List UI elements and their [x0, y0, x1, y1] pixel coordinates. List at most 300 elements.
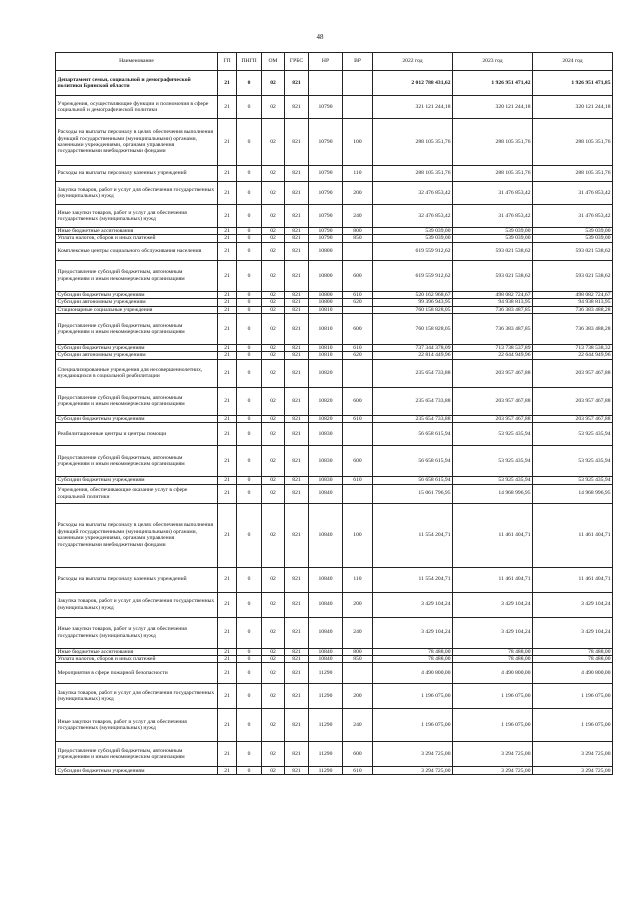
table-row [56, 477, 613, 484]
table-row [56, 423, 613, 446]
table-row [56, 242, 613, 260]
cell-pngp: 0 [237, 119, 262, 166]
cell-y2023: 94 938 813,95 [453, 299, 533, 306]
cell-y2022: 3 294 725,00 [373, 767, 453, 775]
cell-grbs: 821 [285, 299, 309, 306]
cell-y2024: 53 925 435,94 [533, 423, 613, 446]
cell-y2022: 3 294 725,00 [373, 742, 453, 767]
cell-y2024: 53 925 435,94 [533, 446, 613, 477]
cell-gp: 21 [218, 446, 237, 477]
cell-nr: 10830 [309, 446, 343, 477]
cell-y2023: 1 196 075,00 [453, 684, 533, 709]
cell-grbs: 821 [285, 503, 309, 567]
cell-nr: 10800 [309, 242, 343, 260]
cell-y2022: 288 105 351,76 [373, 166, 453, 182]
table-row [56, 96, 613, 119]
cell-om: 02 [262, 352, 285, 359]
cell-om: 02 [262, 242, 285, 260]
budget-table [55, 52, 613, 775]
cell-om: 02 [262, 567, 285, 592]
cell-name: Предоставление субсидий бюджетным, автономным учреждениям и иным некоммерческим организациям [56, 446, 218, 477]
cell-grbs: 821 [285, 617, 309, 648]
cell-y2023: 53 925 435,94 [453, 423, 533, 446]
cell-y2023: 593 021 538,62 [453, 260, 533, 291]
cell-y2023: 713 738 537,89 [453, 345, 533, 352]
cell-y2023: 14 968 996,95 [453, 484, 533, 503]
cell-gp: 21 [218, 291, 237, 298]
cell-y2023: 288 105 351,76 [453, 166, 533, 182]
cell-gp: 21 [218, 742, 237, 767]
cell-pngp: 0 [237, 648, 262, 655]
cell-gp: 21 [218, 166, 237, 182]
cell-vr: 800 [343, 228, 373, 235]
table-row [56, 415, 613, 422]
cell-om: 02 [262, 359, 285, 387]
cell-y2022: 2 012 788 431,62 [373, 71, 453, 96]
table-row [56, 567, 613, 592]
cell-gp: 21 [218, 299, 237, 306]
cell-y2024: 78 488,00 [533, 648, 613, 655]
cell-y2023: 203 957 467,88 [453, 387, 533, 415]
cell-name: Закупка товаров, работ и услуг для обеспечения государственных (муниципальных) нужд [56, 592, 218, 617]
cell-pngp: 0 [237, 260, 262, 291]
cell-y2023: 203 957 467,88 [453, 415, 533, 422]
cell-y2023: 3 294 725,00 [453, 767, 533, 775]
cell-pngp: 0 [237, 484, 262, 503]
cell-name: Учреждения, осуществляющие функции и полномочия в сфере социальной и демографической политики [56, 96, 218, 119]
cell-vr [343, 359, 373, 387]
cell-pngp: 0 [237, 742, 262, 767]
cell-vr: 110 [343, 166, 373, 182]
cell-nr [309, 71, 343, 96]
cell-y2024: 593 021 538,62 [533, 242, 613, 260]
cell-nr: 11290 [309, 663, 343, 684]
cell-name: Учреждения, обеспечивающие оказание услуг в сфере социальной политики [56, 484, 218, 503]
cell-gp: 21 [218, 345, 237, 352]
table-row [56, 205, 613, 228]
cell-y2024: 593 021 538,62 [533, 260, 613, 291]
cell-y2022: 619 559 912,62 [373, 260, 453, 291]
cell-pngp: 0 [237, 477, 262, 484]
cell-y2022: 32 476 853,42 [373, 182, 453, 205]
cell-y2024: 1 196 075,00 [533, 709, 613, 742]
cell-om: 02 [262, 306, 285, 313]
cell-vr: 240 [343, 205, 373, 228]
cell-om: 02 [262, 235, 285, 242]
cell-name: Уплата налогов, сборов и иных платежей [56, 656, 218, 663]
cell-gp: 21 [218, 484, 237, 503]
cell-y2023: 53 925 435,94 [453, 477, 533, 484]
cell-om: 02 [262, 684, 285, 709]
table-row [56, 767, 613, 775]
cell-pngp: 0 [237, 352, 262, 359]
column-header: ГРБС [285, 53, 309, 71]
cell-vr: 600 [343, 260, 373, 291]
cell-gp: 21 [218, 242, 237, 260]
cell-vr: 610 [343, 415, 373, 422]
cell-om: 02 [262, 767, 285, 775]
cell-y2024: 288 105 351,76 [533, 119, 613, 166]
cell-gp: 21 [218, 387, 237, 415]
cell-om: 02 [262, 260, 285, 291]
cell-y2024: 53 925 435,94 [533, 477, 613, 484]
cell-y2023: 3 429 104,24 [453, 617, 533, 648]
cell-vr: 850 [343, 235, 373, 242]
cell-y2022: 235 654 733,88 [373, 415, 453, 422]
cell-y2024: 320 121 244,18 [533, 96, 613, 119]
table-row [56, 260, 613, 291]
cell-om: 02 [262, 503, 285, 567]
cell-grbs: 821 [285, 446, 309, 477]
cell-y2024: 736 383 488,28 [533, 314, 613, 345]
cell-name: Уплата налогов, сборов и иных платежей [56, 235, 218, 242]
cell-pngp: 0 [237, 242, 262, 260]
cell-y2022: 235 654 733,88 [373, 359, 453, 387]
cell-pngp: 0 [237, 592, 262, 617]
cell-gp: 21 [218, 767, 237, 775]
cell-om: 02 [262, 648, 285, 655]
cell-name: Субсидии бюджетным учреждениям [56, 767, 218, 775]
cell-grbs: 821 [285, 166, 309, 182]
cell-nr: 10790 [309, 228, 343, 235]
cell-name: Субсидии бюджетным учреждениям [56, 415, 218, 422]
cell-name: Иные закупки товаров, работ и услуг для обеспечения государственных (муниципальных) нужд [56, 205, 218, 228]
column-header: НР [309, 53, 343, 71]
cell-nr: 10790 [309, 205, 343, 228]
cell-vr [343, 423, 373, 446]
cell-gp: 21 [218, 663, 237, 684]
column-header: 2024 год [533, 53, 613, 71]
cell-pngp: 0 [237, 617, 262, 648]
cell-pngp: 0 [237, 446, 262, 477]
cell-y2024: 94 938 813,95 [533, 299, 613, 306]
cell-pngp: 0 [237, 423, 262, 446]
cell-vr: 240 [343, 617, 373, 648]
cell-y2024: 498 082 724,67 [533, 291, 613, 298]
cell-nr: 11290 [309, 709, 343, 742]
cell-grbs: 821 [285, 96, 309, 119]
cell-om: 02 [262, 291, 285, 298]
cell-vr [343, 663, 373, 684]
cell-name: Расходы на выплаты персоналу казенных учреждений [56, 567, 218, 592]
table-row [56, 484, 613, 503]
table-row [56, 648, 613, 655]
cell-y2022: 99 396 943,95 [373, 299, 453, 306]
cell-pngp: 0 [237, 415, 262, 422]
cell-name: Иные закупки товаров, работ и услуг для обеспечения государственных (муниципальных) нужд [56, 617, 218, 648]
cell-om: 02 [262, 423, 285, 446]
cell-name: Предоставление субсидий бюджетным, автономным учреждениям и иным некоммерческим организациям [56, 314, 218, 345]
cell-gp: 21 [218, 359, 237, 387]
cell-y2024: 78 488,00 [533, 656, 613, 663]
cell-nr: 10790 [309, 235, 343, 242]
cell-vr: 240 [343, 709, 373, 742]
cell-y2023: 498 082 724,67 [453, 291, 533, 298]
cell-y2023: 539 039,00 [453, 235, 533, 242]
table-row [56, 306, 613, 313]
cell-nr: 10800 [309, 260, 343, 291]
cell-nr: 10820 [309, 359, 343, 387]
cell-nr: 11290 [309, 684, 343, 709]
cell-y2023: 78 488,00 [453, 656, 533, 663]
cell-y2024: 539 039,00 [533, 228, 613, 235]
cell-y2023: 78 488,00 [453, 648, 533, 655]
cell-pngp: 0 [237, 291, 262, 298]
cell-vr [343, 96, 373, 119]
cell-nr: 10790 [309, 96, 343, 119]
cell-pngp: 0 [237, 205, 262, 228]
table-row [56, 299, 613, 306]
cell-y2024: 203 957 467,88 [533, 359, 613, 387]
cell-y2022: 760 158 828,05 [373, 314, 453, 345]
table-row [56, 119, 613, 166]
cell-y2024: 11 461 404,71 [533, 567, 613, 592]
cell-y2023: 539 039,00 [453, 228, 533, 235]
cell-pngp: 0 [237, 387, 262, 415]
cell-y2023: 736 383 487,85 [453, 306, 533, 313]
cell-om: 02 [262, 96, 285, 119]
cell-grbs: 821 [285, 119, 309, 166]
table-row [56, 446, 613, 477]
cell-name: Иные бюджетные ассигнования [56, 648, 218, 655]
column-header: 2023 год [453, 53, 533, 71]
cell-pngp: 0 [237, 182, 262, 205]
cell-y2024: 1 196 075,00 [533, 684, 613, 709]
cell-nr: 10840 [309, 567, 343, 592]
cell-om: 02 [262, 415, 285, 422]
cell-y2024: 203 957 467,88 [533, 415, 613, 422]
cell-y2022: 11 554 204,71 [373, 503, 453, 567]
cell-y2024: 203 957 467,88 [533, 387, 613, 415]
cell-gp: 21 [218, 709, 237, 742]
cell-nr: 10800 [309, 291, 343, 298]
cell-name: Субсидии бюджетным учреждениям [56, 345, 218, 352]
cell-nr: 11290 [309, 767, 343, 775]
cell-pngp: 0 [237, 503, 262, 567]
cell-y2022: 539 039,00 [373, 228, 453, 235]
cell-om: 02 [262, 617, 285, 648]
cell-nr: 10830 [309, 477, 343, 484]
cell-name: Реабилитационные центры и центры помощи [56, 423, 218, 446]
cell-vr: 200 [343, 182, 373, 205]
cell-y2022: 1 196 075,00 [373, 709, 453, 742]
cell-vr [343, 71, 373, 96]
cell-pngp: 0 [237, 235, 262, 242]
cell-grbs: 821 [285, 423, 309, 446]
cell-pngp: 0 [237, 228, 262, 235]
cell-name: Закупка товаров, работ и услуг для обеспечения государственных (муниципальных) нужд [56, 182, 218, 205]
cell-om: 02 [262, 345, 285, 352]
cell-y2024: 288 105 351,76 [533, 166, 613, 182]
cell-nr: 10810 [309, 345, 343, 352]
cell-grbs: 821 [285, 387, 309, 415]
cell-y2022: 56 658 615,94 [373, 423, 453, 446]
cell-vr: 610 [343, 767, 373, 775]
cell-pngp: 0 [237, 314, 262, 345]
column-header: ПНГП [237, 53, 262, 71]
table-row [56, 592, 613, 617]
cell-grbs: 821 [285, 648, 309, 655]
cell-gp: 21 [218, 96, 237, 119]
cell-name: Субсидии бюджетным учреждениям [56, 477, 218, 484]
table-row [56, 656, 613, 663]
cell-gp: 21 [218, 415, 237, 422]
table-row [56, 684, 613, 709]
cell-grbs: 821 [285, 306, 309, 313]
column-header: Наименование [56, 53, 218, 71]
cell-name: Комплексные центры социального обслуживания населения [56, 242, 218, 260]
cell-gp: 21 [218, 648, 237, 655]
cell-nr: 10840 [309, 617, 343, 648]
cell-nr: 10840 [309, 656, 343, 663]
table-row [56, 617, 613, 648]
cell-gp: 21 [218, 119, 237, 166]
cell-nr: 10790 [309, 182, 343, 205]
cell-om: 02 [262, 166, 285, 182]
cell-grbs: 821 [285, 684, 309, 709]
cell-y2023: 320 121 244,18 [453, 96, 533, 119]
cell-y2022: 56 658 615,94 [373, 477, 453, 484]
column-header: ОМ [262, 53, 285, 71]
table-row [56, 742, 613, 767]
cell-om: 02 [262, 592, 285, 617]
cell-vr: 620 [343, 299, 373, 306]
cell-grbs: 821 [285, 260, 309, 291]
cell-y2022: 78 488,00 [373, 648, 453, 655]
cell-pngp: 0 [237, 567, 262, 592]
cell-om: 02 [262, 709, 285, 742]
cell-y2024: 3 294 725,00 [533, 742, 613, 767]
cell-vr: 200 [343, 592, 373, 617]
cell-gp: 21 [218, 306, 237, 313]
cell-vr: 610 [343, 291, 373, 298]
cell-y2024: 3 429 104,24 [533, 592, 613, 617]
table-body [56, 71, 613, 775]
cell-gp: 21 [218, 592, 237, 617]
cell-gp: 21 [218, 352, 237, 359]
cell-nr: 10840 [309, 648, 343, 655]
cell-y2022: 760 158 828,05 [373, 306, 453, 313]
table-header-row [56, 53, 613, 71]
cell-pngp: 0 [237, 684, 262, 709]
cell-pngp: 0 [237, 767, 262, 775]
cell-name: Закупка товаров, работ и услуг для обеспечения государственных (муниципальных) нужд [56, 684, 218, 709]
cell-gp: 21 [218, 656, 237, 663]
cell-vr: 610 [343, 477, 373, 484]
cell-y2023: 736 383 487,85 [453, 314, 533, 345]
cell-y2023: 31 476 853,42 [453, 205, 533, 228]
cell-name: Стационарные социальные учреждения [56, 306, 218, 313]
cell-y2022: 3 429 104,24 [373, 592, 453, 617]
cell-y2023: 593 021 538,62 [453, 242, 533, 260]
cell-gp: 21 [218, 684, 237, 709]
cell-gp: 21 [218, 71, 237, 96]
cell-y2022: 4 490 800,00 [373, 663, 453, 684]
cell-y2024: 14 968 996,95 [533, 484, 613, 503]
table-row [56, 503, 613, 567]
cell-y2022: 235 654 733,88 [373, 387, 453, 415]
cell-y2023: 53 925 435,94 [453, 446, 533, 477]
cell-y2023: 4 490 800,00 [453, 663, 533, 684]
cell-name: Предоставление субсидий бюджетным, автономным учреждениям и иным некоммерческим организациям [56, 742, 218, 767]
cell-name: Предоставление субсидий бюджетным, автономным учреждениям и иным некоммерческим организациям [56, 387, 218, 415]
cell-gp: 21 [218, 617, 237, 648]
cell-grbs: 821 [285, 242, 309, 260]
cell-om: 02 [262, 205, 285, 228]
cell-name: Субсидии автономным учреждениям [56, 352, 218, 359]
cell-y2023: 288 105 351,76 [453, 119, 533, 166]
cell-gp: 21 [218, 567, 237, 592]
cell-grbs: 821 [285, 484, 309, 503]
cell-nr: 11290 [309, 742, 343, 767]
cell-om: 02 [262, 656, 285, 663]
cell-om: 02 [262, 663, 285, 684]
cell-y2022: 11 554 204,71 [373, 567, 453, 592]
cell-nr: 10840 [309, 503, 343, 567]
cell-vr: 200 [343, 684, 373, 709]
cell-y2023: 1 196 075,00 [453, 709, 533, 742]
cell-grbs: 821 [285, 415, 309, 422]
cell-name: Расходы на выплаты персоналу в целях обеспечения выполнения функций государственными (муниципальными) органами, казенными учреждениями, органами управления государственными внебюджетными фондами [56, 503, 218, 567]
cell-y2022: 288 105 351,76 [373, 119, 453, 166]
cell-y2024: 3 429 104,24 [533, 617, 613, 648]
cell-vr: 600 [343, 314, 373, 345]
cell-pngp: 0 [237, 345, 262, 352]
cell-grbs: 821 [285, 205, 309, 228]
cell-y2024: 1 926 951 471,85 [533, 71, 613, 96]
cell-y2023: 31 476 853,42 [453, 182, 533, 205]
cell-nr: 10840 [309, 484, 343, 503]
cell-nr: 10790 [309, 119, 343, 166]
cell-vr: 610 [343, 345, 373, 352]
table-row [56, 182, 613, 205]
table-row [56, 709, 613, 742]
cell-om: 02 [262, 71, 285, 96]
table-row [56, 71, 613, 96]
cell-om: 02 [262, 484, 285, 503]
cell-grbs: 821 [285, 235, 309, 242]
cell-name: Иные закупки товаров, работ и услуг для обеспечения государственных (муниципальных) нужд [56, 709, 218, 742]
cell-pngp: 0 [237, 663, 262, 684]
cell-gp: 21 [218, 182, 237, 205]
cell-nr: 10820 [309, 415, 343, 422]
cell-nr: 10810 [309, 314, 343, 345]
cell-vr: 110 [343, 567, 373, 592]
cell-vr: 850 [343, 656, 373, 663]
cell-pngp: 0 [237, 71, 262, 96]
cell-grbs: 821 [285, 767, 309, 775]
cell-y2023: 3 294 725,00 [453, 742, 533, 767]
table-row [56, 387, 613, 415]
cell-vr [343, 484, 373, 503]
cell-y2022: 78 488,00 [373, 656, 453, 663]
cell-y2022: 520 162 968,67 [373, 291, 453, 298]
cell-name: Департамент семьи, социальной и демографической политики Брянской области [56, 71, 218, 96]
table-row [56, 359, 613, 387]
column-header: ВР [343, 53, 373, 71]
cell-y2023: 1 926 951 471,42 [453, 71, 533, 96]
cell-y2022: 1 196 075,00 [373, 684, 453, 709]
cell-name: Мероприятия в сфере пожарной безопасности [56, 663, 218, 684]
cell-om: 02 [262, 299, 285, 306]
cell-y2022: 539 039,00 [373, 235, 453, 242]
cell-y2024: 22 644 949,96 [533, 352, 613, 359]
cell-grbs: 821 [285, 345, 309, 352]
cell-nr: 10810 [309, 352, 343, 359]
cell-grbs: 821 [285, 477, 309, 484]
cell-name: Расходы на выплаты персоналу в целях обеспечения выполнения функций государственными (муниципальными) органами, казенными учреждениями, органами управления государственными внебюджетными фондами [56, 119, 218, 166]
cell-y2023: 203 957 467,88 [453, 359, 533, 387]
